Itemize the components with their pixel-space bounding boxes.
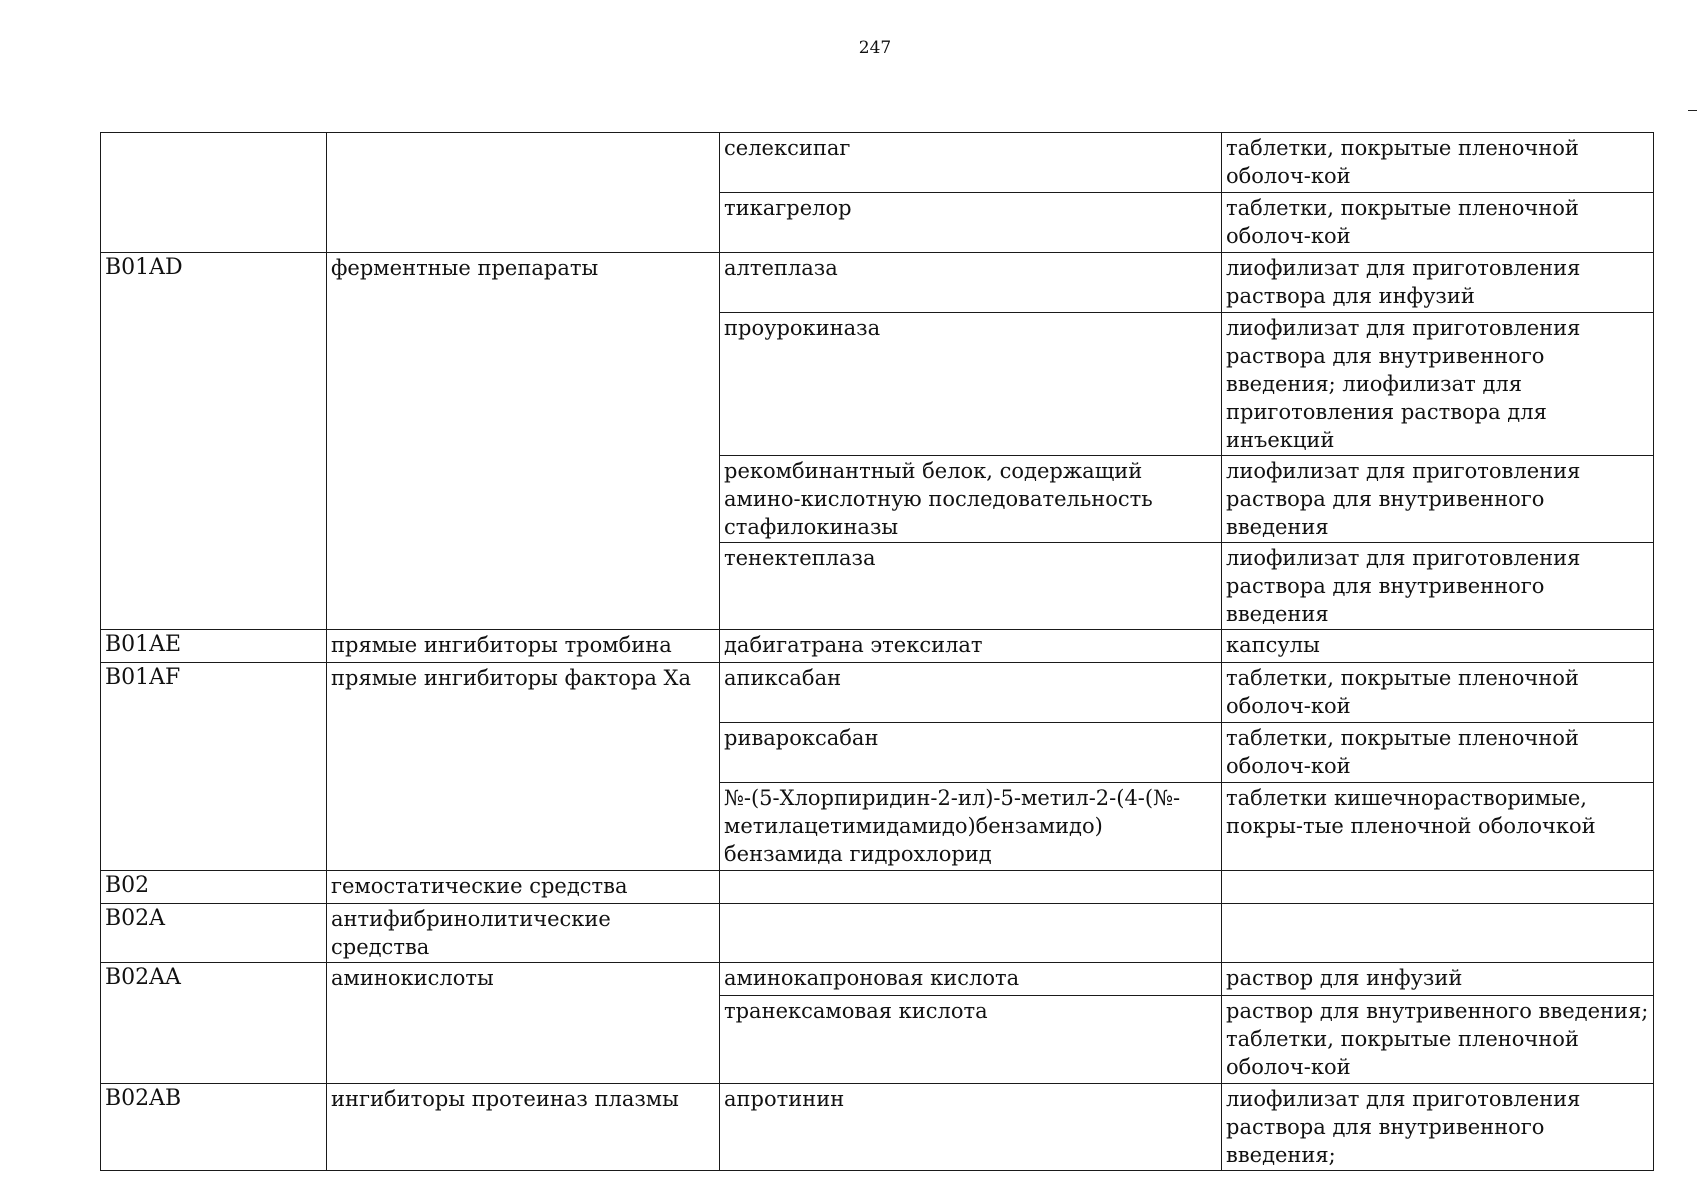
drug-cell: рекомбинантный белок, содержащий амино-кислотную последовательность стафилокиназы [720,456,1222,543]
code-cell: B01AD [101,253,327,630]
form-cell [1222,904,1654,963]
drug-cell: проурокиназа [720,313,1222,456]
form-cell: лиофилизат для приготовления раствора для внутривенного введения; [1222,1084,1654,1171]
code-cell: B02A [101,904,327,963]
drug-cell: №-(5-Хлорпиридин-2-ил)-5-метил-2-(4-(№-метилацетимидамидо)бензамидо) бензамида гидрохлорид [720,783,1222,871]
form-cell: лиофилизат для приготовления раствора для внутривенного введения [1222,543,1654,630]
table-row [101,133,1654,193]
drug-table [100,132,1654,1171]
drug-cell [720,871,1222,904]
code-cell: B01AE [101,630,327,663]
table-row [101,1084,1654,1171]
form-cell: таблетки, покрытые пленочной оболоч-кой [1222,723,1654,783]
drug-cell: алтеплаза [720,253,1222,313]
code-cell: B02 [101,871,327,904]
group-cell: гемостатические средства [327,871,720,904]
code-cell: B02AB [101,1084,327,1171]
code-cell: B01AF [101,663,327,871]
table-row [101,871,1654,904]
code-cell [101,133,327,253]
drug-cell: дабигатрана этексилат [720,630,1222,663]
group-cell: ингибиторы протеиназ плазмы [327,1084,720,1171]
drug-cell [720,904,1222,963]
form-cell: лиофилизат для приготовления раствора для внутривенного введения [1222,456,1654,543]
drug-cell: апротинин [720,1084,1222,1171]
drug-cell: транексамовая кислота [720,996,1222,1084]
form-cell: лиофилизат для приготовления раствора для внутривенного введения; лиофилизат для приготовления раствора для инъекций [1222,313,1654,456]
code-cell: B02AA [101,963,327,1084]
table-row [101,904,1654,963]
table-row [101,630,1654,663]
group-cell: прямые ингибиторы фактора Xa [327,663,720,871]
drug-cell: апиксабан [720,663,1222,723]
form-cell: раствор для инфузий [1222,963,1654,996]
form-cell: таблетки, покрытые пленочной оболоч-кой [1222,663,1654,723]
group-cell [327,133,720,253]
group-cell: ферментные препараты [327,253,720,630]
form-cell: капсулы [1222,630,1654,663]
drug-cell: ривароксабан [720,723,1222,783]
table-row [101,963,1654,996]
page-number: 247 [858,38,892,58]
drug-cell: аминокапроновая кислота [720,963,1222,996]
drug-cell: тенектеплаза [720,543,1222,630]
group-cell: антифибринолитические средства [327,904,720,963]
table-row [101,253,1654,313]
group-cell: прямые ингибиторы тромбина [327,630,720,663]
form-cell: лиофилизат для приготовления раствора для инфузий [1222,253,1654,313]
form-cell: таблетки, покрытые пленочной оболоч-кой [1222,133,1654,193]
edge-mark [1688,110,1697,111]
drug-cell: селексипаг [720,133,1222,193]
group-cell: аминокислоты [327,963,720,1084]
form-cell [1222,871,1654,904]
drug-cell: тикагрелор [720,193,1222,253]
form-cell: раствор для внутривенного введения; таблетки, покрытые пленочной оболоч-кой [1222,996,1654,1084]
form-cell: таблетки кишечнорастворимые, покры-тые пленочной оболочкой [1222,783,1654,871]
form-cell: таблетки, покрытые пленочной оболоч-кой [1222,193,1654,253]
table-row [101,663,1654,723]
